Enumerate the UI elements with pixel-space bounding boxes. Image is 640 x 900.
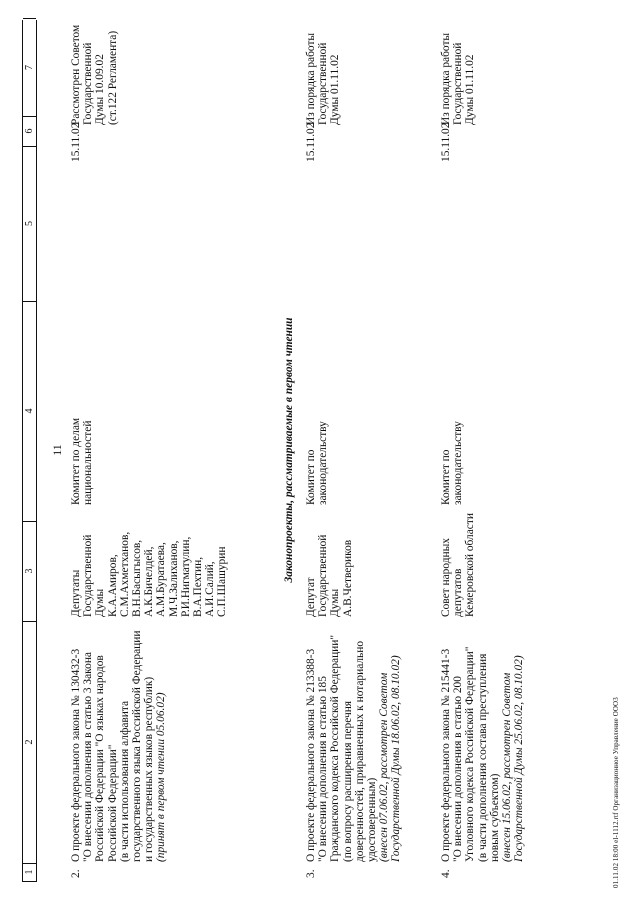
section-heading: Законопроекты, рассматриваемые в первом чтении (283, 317, 295, 583)
column-number-6: 6 (23, 116, 36, 147)
remark: Рассмотрен Советом Государственной Думы 10.09.02 (ст.122 Регламента) (70, 24, 119, 125)
consideration-date: 15.11.02 (305, 122, 317, 162)
column-number-2: 2 (23, 621, 36, 864)
column-number-7: 7 (23, 18, 36, 117)
responsible-committee: Комитет по делам национальностей (70, 417, 95, 505)
bill-description (70, 622, 168, 862)
page-number: 11 (50, 444, 64, 456)
bill-author: Депутаты Государственной Думы К.А.Амиров, С.М.Ахметханов, В.Н.Басыгысов, А.К.Бичелдей, А.М.Буратаева, М.Ч.Залиханов, Р.И.Нигматулин, В.А.Пехтин, А.И.Салий, С.П.Шашурин (70, 531, 229, 617)
bill-note: (внесен 07.06.02, рассмотрен Советом Государственной Думы 18.06.02, 08.10.02) (378, 655, 403, 862)
bill-author: Совет народных депутатов Кемеровской области (440, 513, 477, 617)
row-number: 3. (305, 869, 317, 878)
consideration-date: 15.11.02 (440, 122, 452, 162)
remark: Из порядка работы Государственной Думы 01.11.02 (305, 32, 342, 125)
column-number-3: 3 (23, 521, 36, 622)
column-number-1: 1 (23, 863, 36, 882)
responsible-committee: Комитет по законодательству (305, 421, 330, 505)
bill-title: О проекте федерального закона № 215441-3 "О внесении дополнения в статью 200 Уголовного кодекса Российской Федерации" (в части дополнения состава преступления новым субъектом) (440, 646, 501, 862)
bill-note: (принят в первом чтении 05.06.02) (155, 692, 168, 862)
bill-title: О проекте федерального закона № 213388-3 "О внесении дополнения в статью 185 Гражданского кодекса Российской Федерации" (по вопросу расширения перечня доверенностей, приравненных к нотариально удостоверенным) (305, 634, 379, 862)
bill-description (440, 622, 525, 862)
column-number-4: 4 (23, 301, 36, 522)
bill-title: О проекте федерального закона № 130432-3 "О внесении дополнения в статью 3 Закона Российской Федерации "О языках народов Российской Федерации" (в части использования алфавита государственного языка Российской Федерации и государственных языков республик) (70, 630, 156, 862)
responsible-committee: Комитет по законодательству (440, 421, 465, 505)
bill-author: Депутат Государственной Думы А.В.Четвериков (305, 534, 354, 617)
remark: Из порядка работы Государственной Думы 01.11.02 (440, 32, 477, 125)
bill-note: (внесен 15.06.02, рассмотрен Советом Государственной Думы 25.06.02, 08.10.02) (501, 655, 526, 862)
row-number: 4. (440, 869, 452, 878)
column-number-header (22, 20, 37, 882)
print-footer: 01.11.02 18:00 el-1112.rtf Организационное Управление ООО3 (612, 697, 620, 888)
consideration-date: 15.11.02 (70, 122, 82, 162)
column-number-5: 5 (23, 146, 36, 302)
row-number: 2. (70, 869, 82, 878)
bill-description (305, 622, 403, 862)
